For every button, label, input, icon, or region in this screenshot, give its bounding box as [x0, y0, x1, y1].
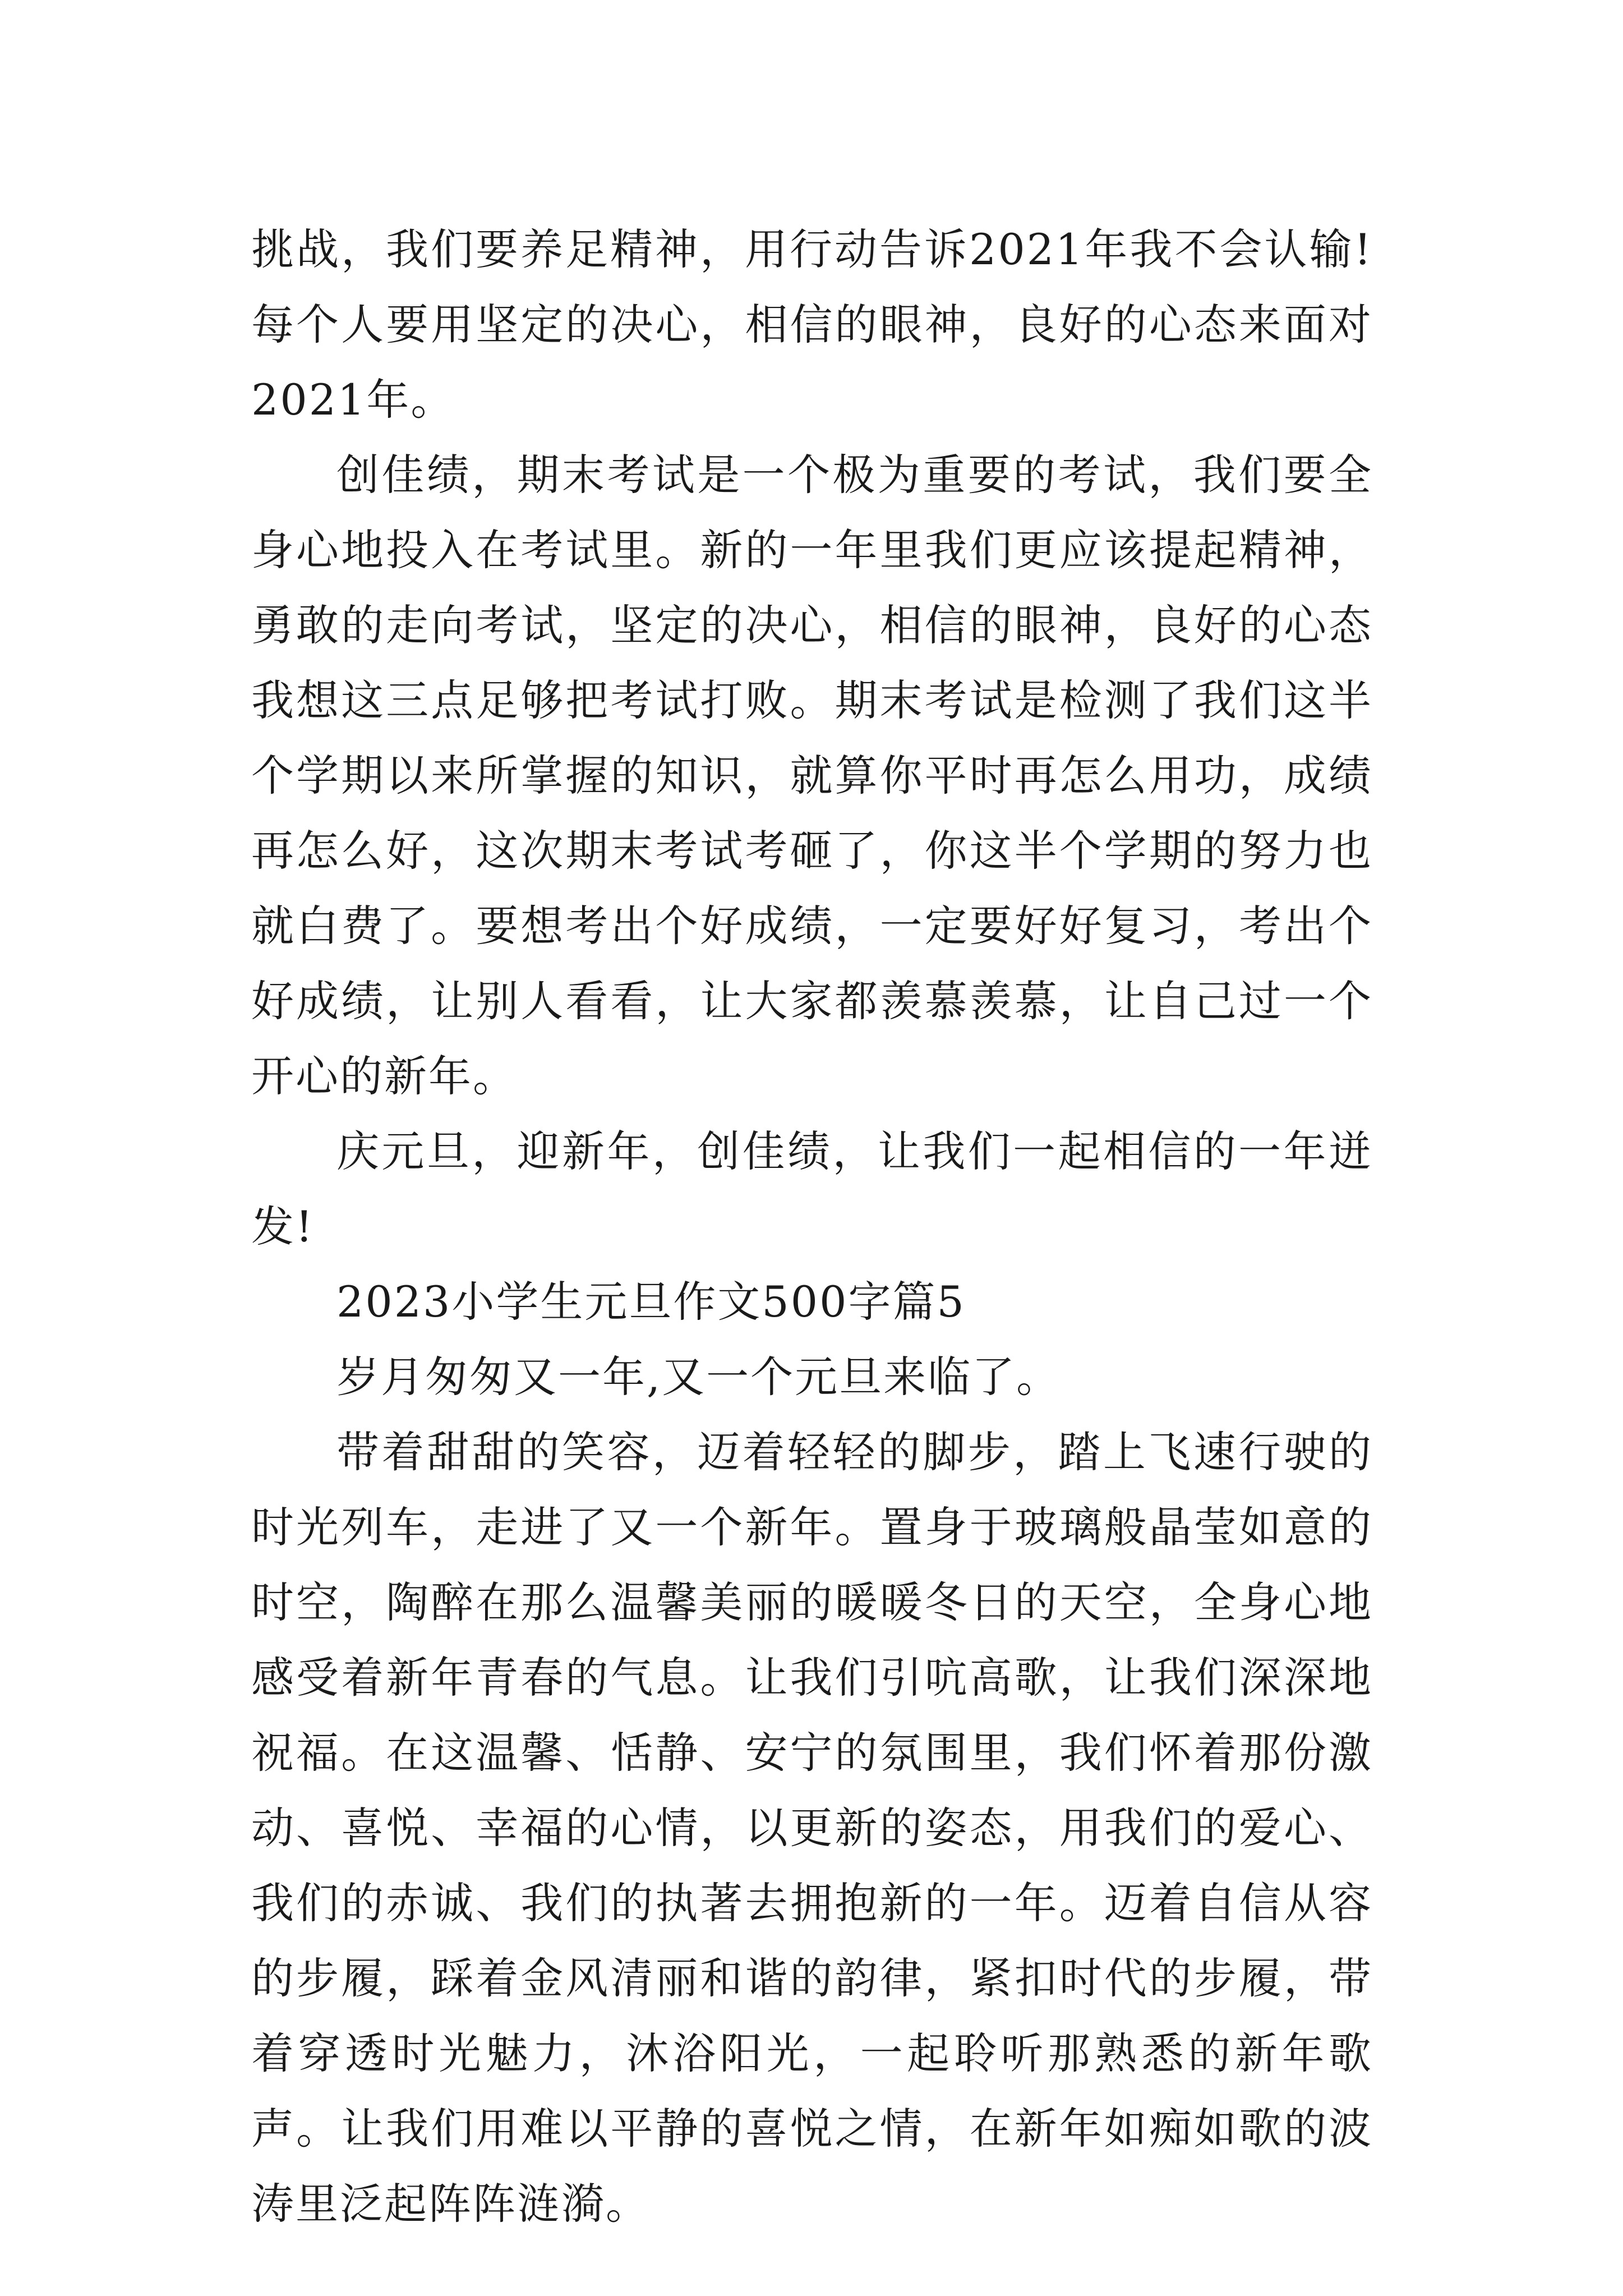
paragraph-exam: 创佳绩，期末考试是一个极为重要的考试，我们要全身心地投入在考试里。新的一年里我们更应该提起精神，勇敢的走向考试，坚定的决心，相信的眼神，良好的心态我想这三点足够把考试打败。期末考试是检测了我们这半个学期以来所掌握的知识，就算你平时再怎么用功，成绩再怎么好，这次期末考试考砸了，你这半个学期的努力也就白费了。要想考出个好成绩，一定要好好复习，考出个好成绩，让别人看看，让大家都羡慕羡慕，让自己过一个开心的新年。 — [251, 450, 1373, 1101]
paragraph-years: 岁月匆匆又一年,又一个元旦来临了。 — [336, 1352, 1061, 1402]
paragraph-new-year: 带着甜甜的笑容，迈着轻轻的脚步，踏上飞速行驶的时光列车，走进了又一个新年。置身于玻璃般晶莹如意的时空，陶醉在那么温馨美丽的暖暖冬日的天空，全身心地感受着新年青春的气息。让我们引吭高歌，让我们深深地祝福。在这温馨、恬静、安宁的氛围里，我们怀着那份激动、喜悦、幸福的心情，以更新的姿态，用我们的爱心、我们的赤诚、我们的执著去拥抱新的一年。迈着自信从容的步履，踩着金风清丽和谐的韵律，紧扣时代的步履，带着穿透时光魅力，沐浴阳光，一起聆听那熟悉的新年歌声。让我们用难以平静的喜悦之情，在新年如痴如歌的波涛里泛起阵阵涟漪。 — [251, 1427, 1373, 2229]
paragraph-challenge: 挑战，我们要养足精神，用行动告诉2021年我不会认输!每个人要用坚定的决心，相信的眼神，良好的心态来面对2021年。 — [251, 224, 1373, 425]
section-heading: 2023小学生元旦作文500字篇5 — [336, 1277, 966, 1327]
document-body — [251, 212, 1373, 2242]
paragraph-celebrate: 庆元旦，迎新年，创佳绩，让我们一起相信的一年迸发! — [251, 1126, 1373, 1251]
